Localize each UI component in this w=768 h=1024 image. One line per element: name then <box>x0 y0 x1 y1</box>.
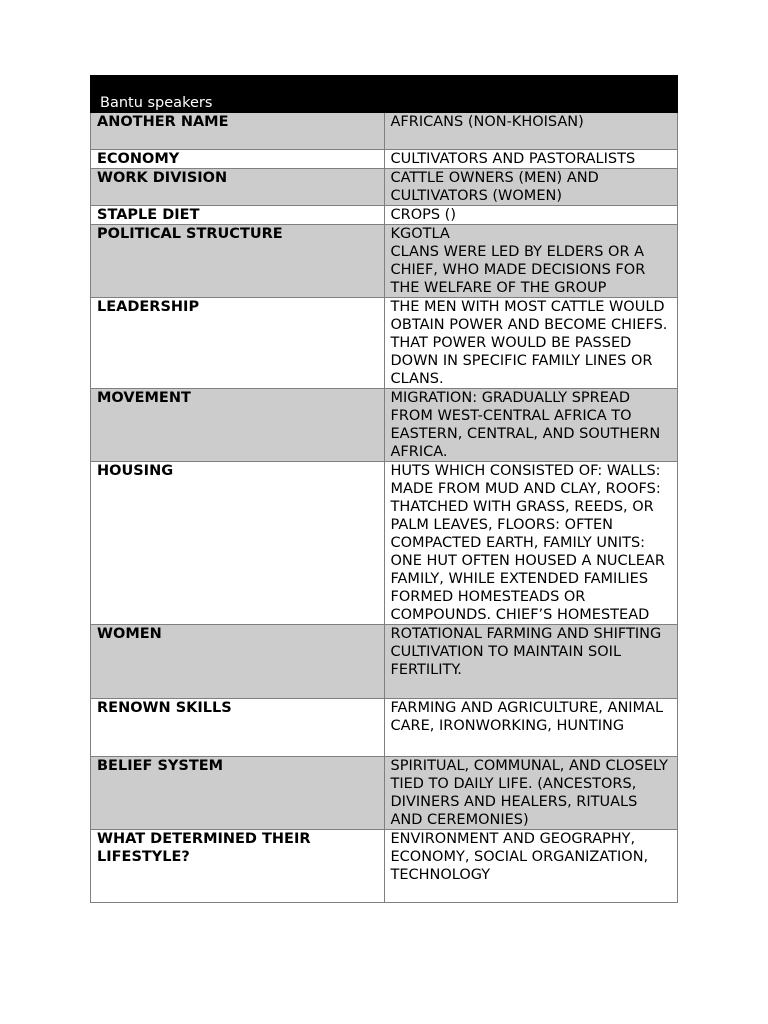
table-row <box>91 150 678 169</box>
table-title: Bantu speakers <box>91 76 678 113</box>
row-label: MOVEMENT <box>91 389 385 462</box>
row-value: SPIRITUAL, COMMUNAL, AND CLOSELY TIED TO DAILY LIFE. (ANCESTORS, DIVINERS AND HEALERS, RITUALS AND CEREMONIES) <box>384 757 678 830</box>
table-row <box>91 225 678 298</box>
row-label: STAPLE DIET <box>91 206 385 225</box>
table-row <box>91 389 678 462</box>
row-label: ECONOMY <box>91 150 385 169</box>
row-value: CATTLE OWNERS (MEN) AND CULTIVATORS (WOMEN) <box>384 169 678 206</box>
row-value: MIGRATION: GRADUALLY SPREAD FROM WEST-CENTRAL AFRICA TO EASTERN, CENTRAL, AND SOUTHERN AFRICA. <box>384 389 678 462</box>
table-row <box>91 169 678 206</box>
row-label: WHAT DETERMINED THEIR LIFESTYLE? <box>91 830 385 903</box>
table-header-row <box>91 76 678 113</box>
row-label: LEADERSHIP <box>91 298 385 389</box>
row-value: AFRICANS (NON-KHOISAN) <box>384 113 678 150</box>
row-value-cell <box>384 225 678 298</box>
row-value: KGOTLA <box>390 226 450 242</box>
table-row <box>91 206 678 225</box>
row-value: HUTS WHICH CONSISTED OF: WALLS: MADE FROM MUD AND CLAY, ROOFS: THATCHED WITH GRASS, REEDS, OR PALM LEAVES, FLOORS: OFTEN COMPACTED EARTH, FAMILY UNITS: ONE HUT OFTEN HOUSED A NUCLEAR FAMILY, WHILE EXTENDED FAMILIES FORMED HOMESTEADS OR COMPOUNDS. CHIEF’S HOMESTEAD <box>384 462 678 625</box>
table-row <box>91 298 678 389</box>
table-row <box>91 699 678 757</box>
row-value: CROPS () <box>384 206 678 225</box>
row-label: BELIEF SYSTEM <box>91 757 385 830</box>
row-label: WOMEN <box>91 625 385 699</box>
table-row <box>91 757 678 830</box>
table-row <box>91 462 678 625</box>
table-row <box>91 113 678 150</box>
row-label: HOUSING <box>91 462 385 625</box>
row-label: POLITICAL STRUCTURE <box>91 225 385 298</box>
row-label: RENOWN SKILLS <box>91 699 385 757</box>
row-value: THE MEN WITH MOST CATTLE WOULD OBTAIN POWER AND BECOME CHIEFS. THAT POWER WOULD BE PASSED DOWN IN SPECIFIC FAMILY LINES OR CLANS. <box>384 298 678 389</box>
row-label: ANOTHER NAME <box>91 113 385 150</box>
row-label: WORK DIVISION <box>91 169 385 206</box>
bantu-speakers-table <box>90 75 678 903</box>
table-row <box>91 625 678 699</box>
row-value: CULTIVATORS AND PASTORALISTS <box>384 150 678 169</box>
row-value: ROTATIONAL FARMING AND SHIFTING CULTIVATION TO MAINTAIN SOIL FERTILITY. <box>384 625 678 699</box>
row-value: FARMING AND AGRICULTURE, ANIMAL CARE, IRONWORKING, HUNTING <box>384 699 678 757</box>
table-row <box>91 830 678 903</box>
row-value-detail: CLANS WERE LED BY ELDERS OR A CHIEF, WHO MADE DECISIONS FOR THE WELFARE OF THE GROUP <box>390 244 646 296</box>
row-value: ENVIRONMENT AND GEOGRAPHY, ECONOMY, SOCIAL ORGANIZATION, TECHNOLOGY <box>384 830 678 903</box>
